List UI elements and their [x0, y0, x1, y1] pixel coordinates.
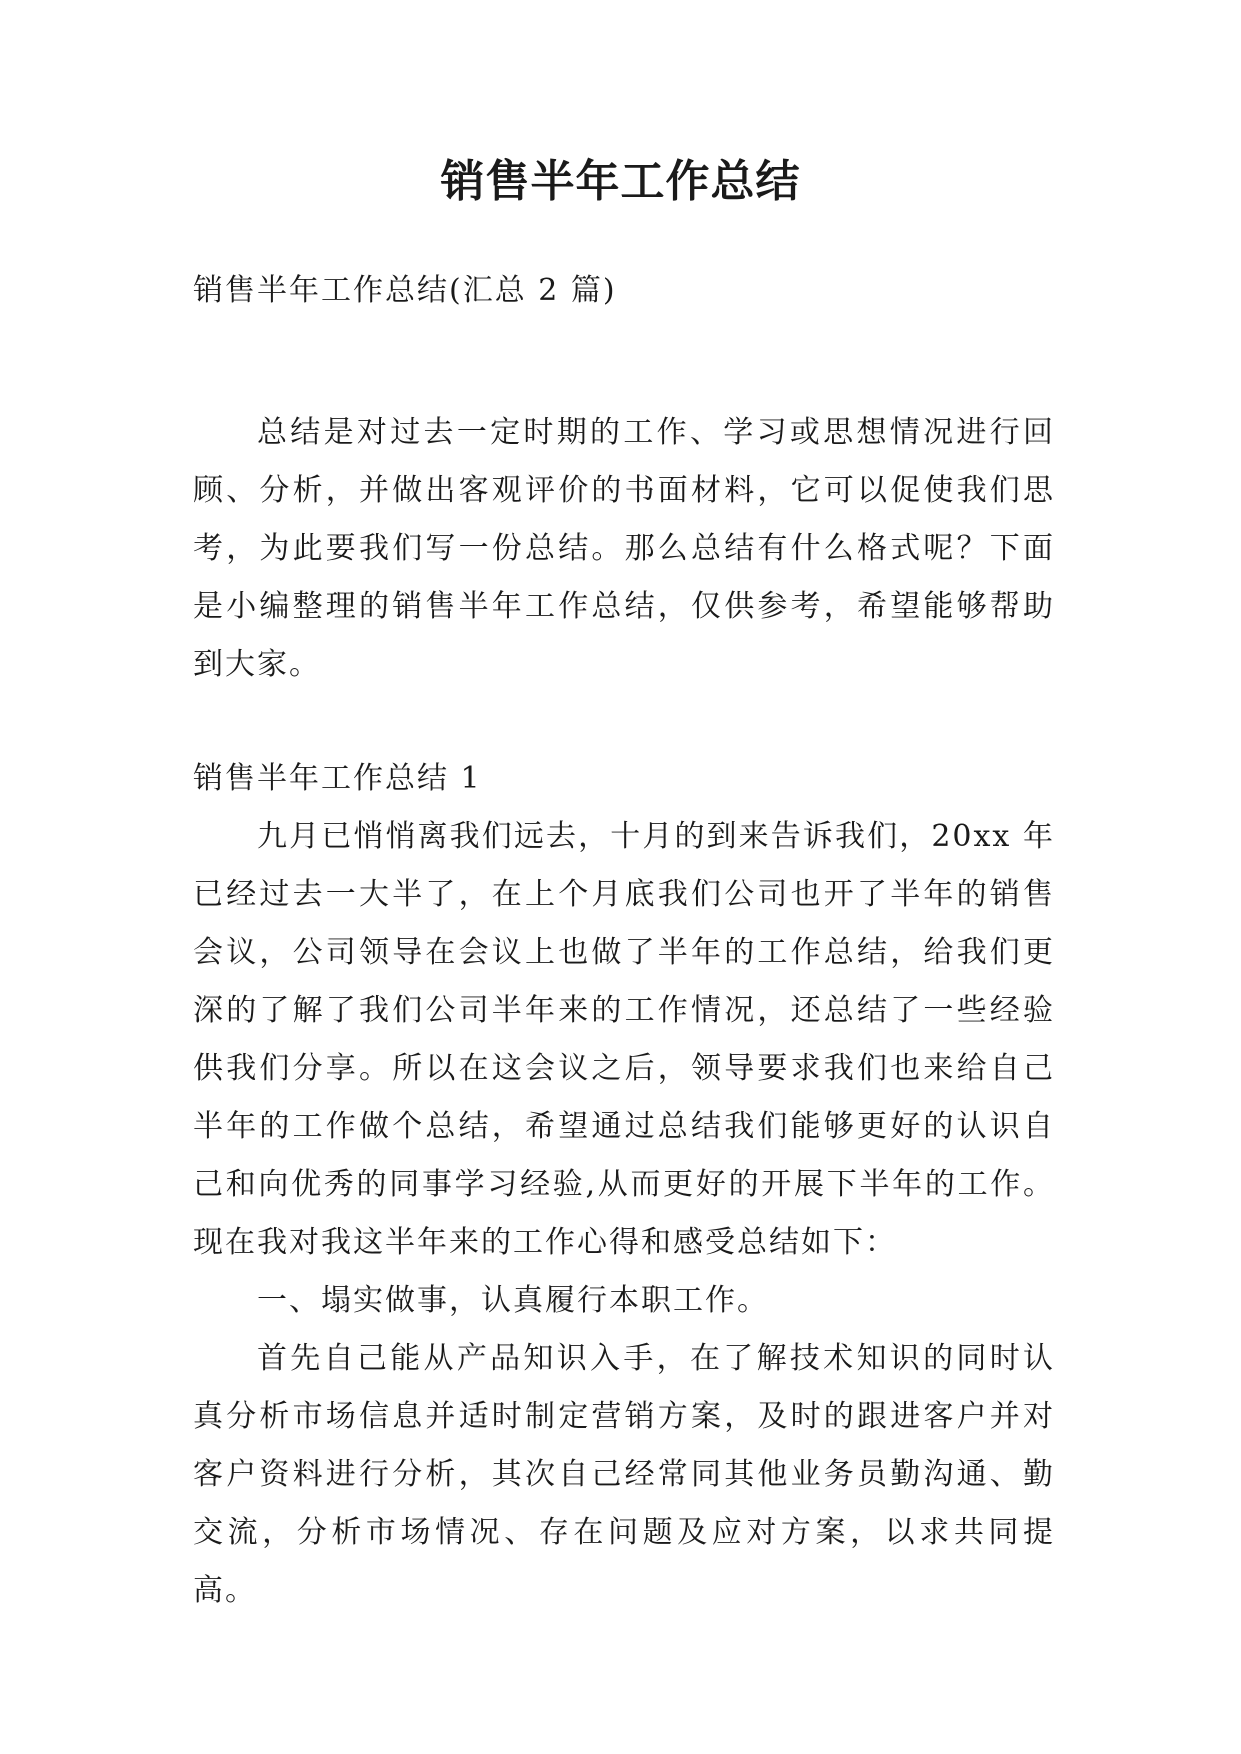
subtitle-text: 销售半年工作总结(汇总 2 篇)	[193, 273, 617, 308]
section-heading: 销售半年工作总结 1	[193, 761, 482, 796]
intro-paragraph	[193, 404, 1055, 694]
document-subtitle	[193, 262, 1055, 320]
section-1	[193, 750, 1055, 1620]
intro-text: 总结是对过去一定时期的工作、学习或思想情况进行回顾、分析，并做出客观评价的书面材料，它可以促使我们思考，为此要我们写一份总结。那么总结有什么格式呢？下面是小编整理的销售半年工作总结，仅供参考，希望能够帮助到大家。	[193, 415, 1055, 682]
document-title: 销售半年工作总结	[440, 156, 801, 207]
section-paragraph: 一、塌实做事，认真履行本职工作。	[257, 1283, 769, 1318]
section-paragraph: 首先自己能从产品知识入手，在了解技术知识的同时认真分析市场信息并适时制定营销方案，及时的跟进客户并对客户资料进行分析，其次自己经常同其他业务员勤沟通、勤交流，分析市场情况、存在问题及应对方案，以求共同提高。	[193, 1341, 1055, 1608]
section-paragraph: 九月已悄悄离我们远去，十月的到来告诉我们，20xx 年已经过去一大半了，在上个月底我们公司也开了半年的销售会议，公司领导在会议上也做了半年的工作总结，给我们更深的了解了我们公司半年来的工作情况，还总结了一些经验供我们分享。所以在这会议之后，领导要求我们也来给自己半年的工作做个总结，希望通过总结我们能够更好的认识自己和向优秀的同事学习经验,从而更好的开展下半年的工作。现在我对我这半年来的工作心得和感受总结如下：	[193, 819, 1055, 1260]
